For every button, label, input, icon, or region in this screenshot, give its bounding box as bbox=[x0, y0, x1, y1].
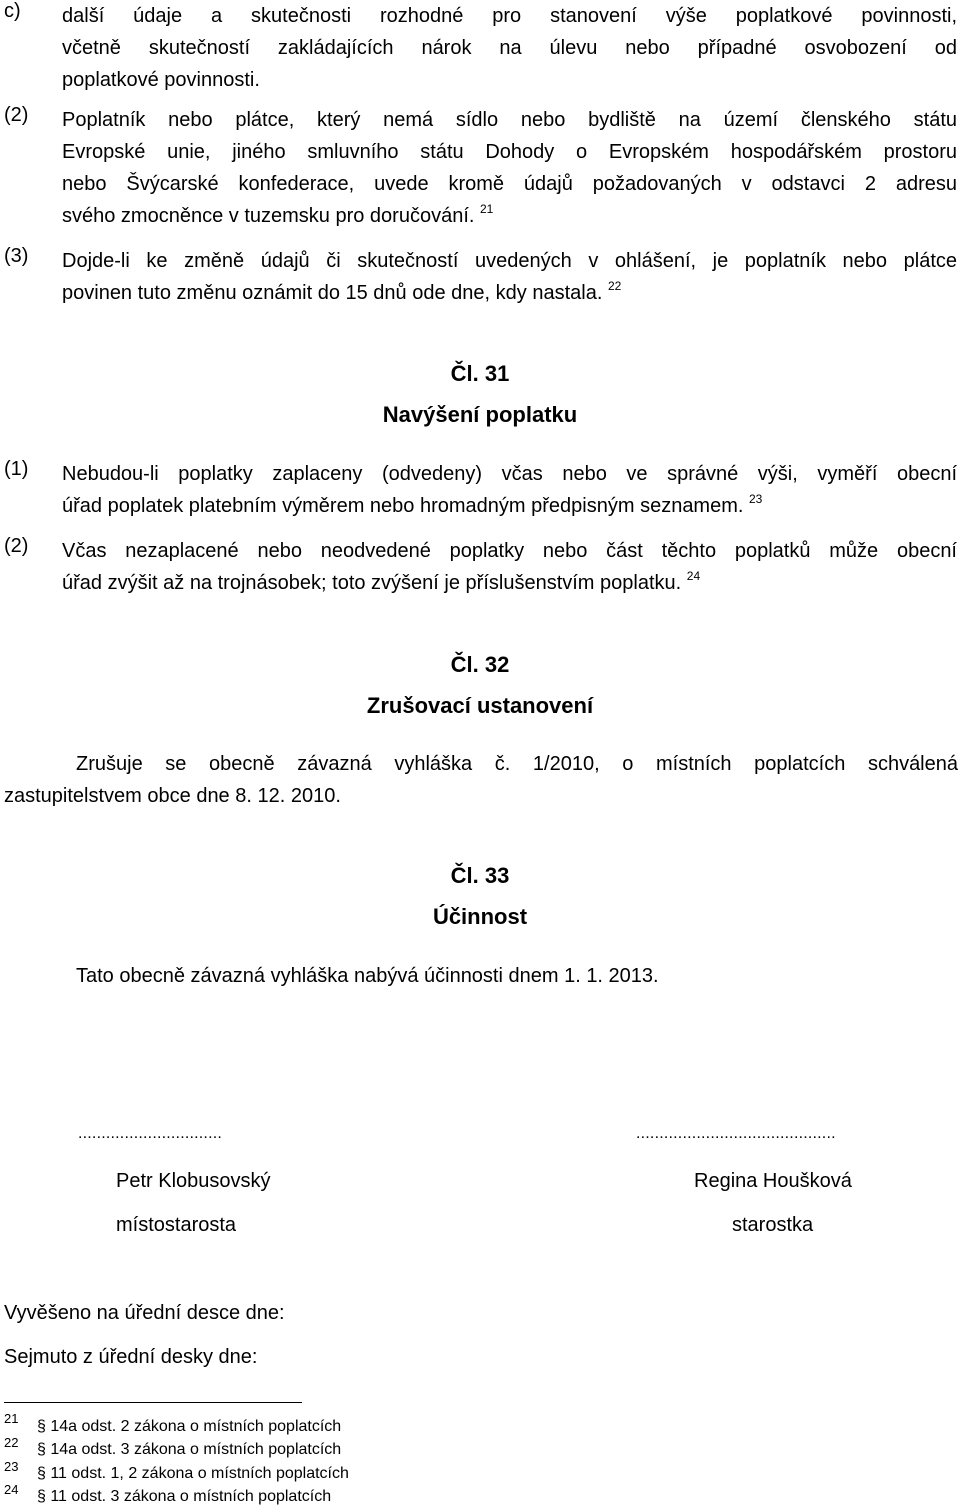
removed-label: Sejmuto z úřední desky dne: bbox=[4, 1346, 258, 1368]
article-title: Navýšení poplatku bbox=[382, 402, 578, 427]
text-line bbox=[62, 277, 957, 309]
article-number: Čl. 33 bbox=[450, 863, 510, 888]
article-title: Zrušovací ustanovení bbox=[366, 693, 594, 718]
text-line bbox=[62, 200, 957, 232]
footnote-number: 21 bbox=[4, 1411, 19, 1426]
article-number: Čl. 32 bbox=[450, 652, 510, 677]
text-line: Nebudou-li poplatky zaplaceny (odvedeny) včas nebo ve správné výši, vyměří obecní bbox=[62, 463, 957, 485]
text-line: nebo Švýcarské konfederace, uvede kromě údajů požadovaných v odstavci 2 adresu bbox=[62, 173, 957, 195]
footnote-ref[interactable]: 23 bbox=[749, 492, 763, 506]
paragraph-number: c) bbox=[4, 0, 21, 22]
signer-name-right: Regina Houšková bbox=[694, 1170, 852, 1192]
text-span: povinen tuto změnu oznámit do 15 dnů ode dne, kdy nastala. bbox=[62, 282, 603, 304]
text-line: další údaje a skutečnosti rozhodné pro stanovení výše poplatkové povinnosti, bbox=[62, 5, 957, 27]
footnote-text: § 11 odst. 3 zákona o místních poplatcích bbox=[37, 1488, 332, 1505]
footnote-number: 23 bbox=[4, 1459, 19, 1474]
text-line bbox=[62, 567, 957, 599]
text-line: poplatkové povinnosti. bbox=[62, 69, 260, 91]
text-line: včetně skutečností zakládajících nárok na úlevu nebo případné osvobození od bbox=[62, 37, 957, 59]
footnote-ref[interactable]: 21 bbox=[480, 202, 494, 216]
footnote-ref[interactable]: 22 bbox=[607, 279, 622, 293]
footnote-ref[interactable]: 24 bbox=[686, 569, 701, 583]
text-line: Evropské unie, jiného smluvního státu Dohody o Evropském hospodářském prostoru bbox=[62, 141, 957, 163]
text-line bbox=[62, 490, 957, 522]
article-number: Čl. 31 bbox=[450, 361, 510, 386]
article-title: Účinnost bbox=[432, 904, 528, 929]
footnote-number: 24 bbox=[4, 1482, 19, 1497]
paragraph-number: (3) bbox=[4, 245, 29, 267]
signer-role-right: starostka bbox=[732, 1214, 814, 1236]
footnote-separator bbox=[4, 1402, 302, 1403]
text-line: Zrušuje se obecně závazná vyhláška č. 1/2010, o místních poplatcích schválená bbox=[76, 753, 958, 775]
text-span: úřad poplatek platebním výměrem nebo hromadným předpisným seznamem. bbox=[62, 495, 744, 517]
text-line: Dojde-li ke změně údajů či skutečností uvedených v ohlášení, je poplatník nebo plátce bbox=[62, 250, 957, 272]
text-line: zastupitelstvem obce dne 8. 12. 2010. bbox=[4, 785, 341, 807]
text-span: úřad zvýšit až na trojnásobek; toto zvýšení je příslušenstvím poplatku. bbox=[62, 572, 682, 594]
text-line: Tato obecně závazná vyhláška nabývá účinnosti dnem 1. 1. 2013. bbox=[76, 965, 659, 987]
text-line: Poplatník nebo plátce, který nemá sídlo nebo bydliště na území členského státu bbox=[62, 109, 957, 131]
signature-line-left: ............................... bbox=[78, 1125, 223, 1142]
paragraph-number: (2) bbox=[4, 104, 29, 126]
posted-label: Vyvěšeno na úřední desce dne: bbox=[4, 1302, 285, 1324]
text-line: Včas nezaplacené nebo neodvedené poplatky nebo část těchto poplatků může obecní bbox=[62, 540, 957, 562]
signer-name-left: Petr Klobusovský bbox=[116, 1170, 271, 1192]
footnote-text: § 14a odst. 2 zákona o místních poplatcích bbox=[37, 1418, 342, 1435]
signer-role-left: místostarosta bbox=[116, 1214, 237, 1236]
paragraph-number: (1) bbox=[4, 458, 29, 480]
footnote-text: § 11 odst. 1, 2 zákona o místních poplatcích bbox=[37, 1465, 349, 1482]
text-span: svého zmocněnce v tuzemsku pro doručování. bbox=[62, 205, 475, 227]
signature-line-right: ........................................... bbox=[636, 1125, 836, 1142]
footnote-number: 22 bbox=[4, 1435, 19, 1450]
footnote-text: § 14a odst. 3 zákona o místních poplatcích bbox=[37, 1441, 342, 1458]
paragraph-number: (2) bbox=[4, 535, 29, 557]
